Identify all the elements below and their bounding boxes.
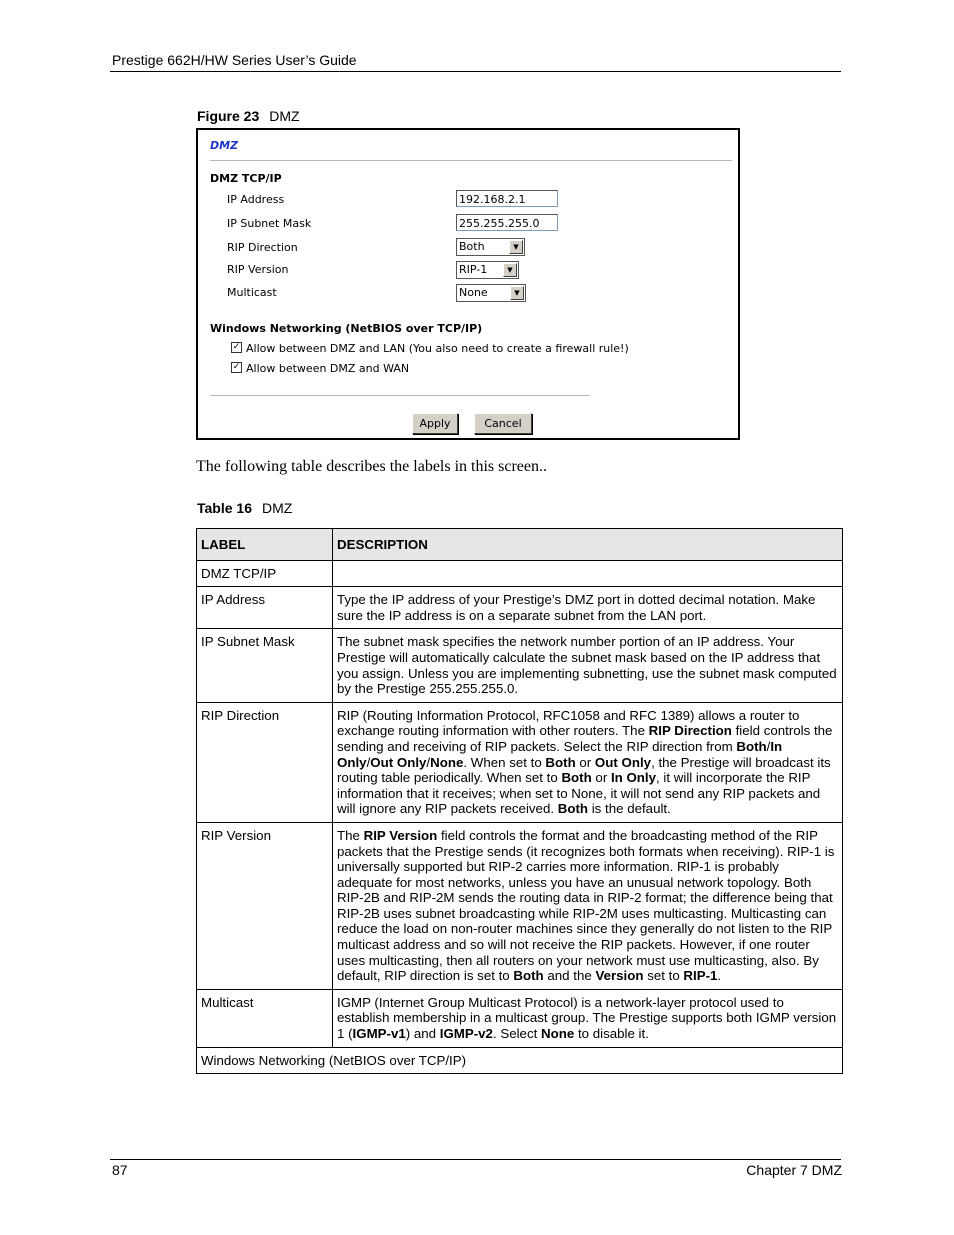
row-label: RIP Direction	[197, 702, 333, 822]
row-description: RIP (Routing Information Protocol, RFC1058 and RFC 1389) allows a router to exchange routing information with other routers. The RIP Direction field controls the sending and receiving of RIP packets. Select the RIP direction from Both/In Only/Out Only/None. When set to Both or Out Only, the Prestige will broadcast its routing table periodically. When set to Both or In Only, it will incorporate the RIP information that it receives; when set to None, it will not send any RIP packets and will ignore any RIP packets received. Both is the default.	[333, 702, 843, 822]
emphasis-text: Both	[736, 738, 767, 754]
chevron-down-icon[interactable]: ▼	[509, 240, 523, 254]
table-row	[197, 587, 843, 629]
chevron-down-icon[interactable]: ▼	[503, 263, 517, 277]
emphasis-text: Out Only	[594, 754, 652, 770]
figure-caption-label: Figure 23	[197, 108, 260, 124]
row-description: The subnet mask specifies the network number portion of an IP address. Your Prestige will automatically calculate the subnet mask based on the IP address that you assign. Unless you are implementing subnetting, use the subnet mask computed by the Prestige 255.255.255.0.	[333, 629, 843, 702]
chevron-down-icon[interactable]: ▼	[510, 286, 524, 300]
emphasis-text: In Only	[610, 770, 657, 786]
table-row	[197, 702, 843, 822]
header-rule	[110, 71, 841, 72]
dmz-screenshot	[196, 128, 740, 440]
netbios-row-label: Windows Networking (NetBIOS over TCP/IP)	[197, 1047, 843, 1074]
emphasis-text: Out Only	[370, 754, 427, 770]
label-description-table	[196, 528, 843, 1074]
table-body	[197, 560, 843, 1074]
table-row	[197, 560, 843, 587]
table-row	[197, 629, 843, 702]
row-label: Multicast	[197, 989, 333, 1047]
rip-direction-label: RIP Direction	[227, 241, 298, 254]
rip-direction-select[interactable]	[456, 238, 525, 256]
title-divider	[210, 160, 732, 161]
row-description: The RIP Version field controls the format and the broadcasting method of the RIP packets that the Prestige sends (it recognizes both formats when receiving). RIP-1 is universally supported but RIP-2 carries more information. RIP-1 is probably adequate for most networks, unless you have an unusual network topology. Both RIP-2B and RIP-2M sends the routing data in RIP-2 format; the difference being that RIP-2B uses subnet broadcasting while RIP-2M uses multicasting. Multicasting can reduce the load on non-router machines since they generally do not listen to the RIP multicast address and so will not receive the RIP packets. However, if one router uses multicasting, then all routers on your network must use multicasting, also. By default, RIP direction is set to Both and the Version set to RIP-1.	[333, 822, 843, 989]
allow-lan-label: Allow between DMZ and LAN (You also need to create a firewall rule!)	[246, 342, 629, 355]
footer-rule	[110, 1159, 841, 1160]
emphasis-text: Both	[545, 754, 576, 770]
table-caption-text: DMZ	[262, 500, 293, 516]
figure-caption	[197, 108, 300, 124]
emphasis-text: Both	[561, 770, 592, 786]
rip-version-label: RIP Version	[227, 263, 289, 276]
row-label: RIP Version	[197, 822, 333, 989]
rip-version-select[interactable]	[456, 261, 519, 279]
multicast-label: Multicast	[227, 286, 277, 299]
label-column-header: LABEL	[197, 529, 333, 561]
apply-button[interactable]: Apply	[412, 413, 458, 434]
table-row	[197, 822, 843, 989]
rip-direction-value: Both	[459, 240, 485, 253]
emphasis-text: RIP-1	[683, 968, 718, 984]
table-caption-label: Table 16	[197, 500, 252, 516]
emphasis-text: In Only	[337, 738, 783, 770]
emphasis-text: IGMP-v1	[352, 1026, 406, 1042]
cancel-button[interactable]: Cancel	[474, 413, 532, 434]
screen-title: DMZ	[210, 139, 239, 152]
netbios-section-title: Windows Networking (NetBIOS over TCP/IP)	[210, 322, 483, 335]
emphasis-text: RIP Version	[363, 827, 438, 843]
description-column-header: DESCRIPTION	[333, 529, 843, 561]
multicast-select[interactable]	[456, 284, 526, 302]
table-row	[197, 1047, 843, 1074]
subnet-mask-input[interactable]: 255.255.255.0	[456, 214, 558, 231]
emphasis-text: Both	[557, 801, 589, 817]
ip-address-label: IP Address	[227, 193, 285, 206]
row-description: Type the IP address of your Prestige’s DMZ port in dotted decimal notation. Make sure the IP address is on a separate subnet from the LAN port.	[333, 587, 843, 629]
allow-wan-checkbox[interactable]: ✓	[232, 362, 241, 372]
emphasis-text: Version	[595, 968, 644, 984]
chapter-label: Chapter 7 DMZ	[746, 1162, 842, 1178]
table-row	[197, 989, 843, 1047]
emphasis-text: Both	[513, 968, 544, 984]
multicast-value: None	[459, 286, 488, 299]
emphasis-text: IGMP-v2	[439, 1026, 493, 1042]
emphasis-text: None	[430, 754, 464, 770]
allow-wan-label: Allow between DMZ and WAN	[246, 362, 410, 375]
table-header-row	[197, 529, 843, 561]
page-header: Prestige 662H/HW Series User’s Guide	[112, 52, 357, 68]
subnet-mask-label: IP Subnet Mask	[227, 217, 312, 230]
row-label: DMZ TCP/IP	[197, 560, 333, 587]
intro-paragraph: The following table describes the labels in this screen..	[196, 458, 548, 475]
row-description: IGMP (Internet Group Multicast Protocol) is a network-layer protocol used to establish membership in a multicast group. The Prestige supports both IGMP version 1 (IGMP-v1) and IGMP-v2. Select None to disable it.	[333, 989, 843, 1047]
row-label: IP Subnet Mask	[197, 629, 333, 702]
form-divider	[210, 395, 590, 396]
row-label: IP Address	[197, 587, 333, 629]
rip-version-value: RIP-1	[459, 263, 488, 276]
page-number: 87	[112, 1162, 128, 1178]
emphasis-text: RIP Direction	[648, 723, 732, 739]
allow-lan-checkbox[interactable]: ✓	[232, 342, 241, 352]
table-caption	[197, 500, 292, 516]
tcpip-section-title: DMZ TCP/IP	[210, 172, 282, 185]
row-description	[333, 560, 843, 587]
ip-address-input[interactable]: 192.168.2.1	[456, 190, 558, 207]
emphasis-text: None	[541, 1026, 575, 1042]
figure-caption-text: DMZ	[269, 108, 300, 124]
